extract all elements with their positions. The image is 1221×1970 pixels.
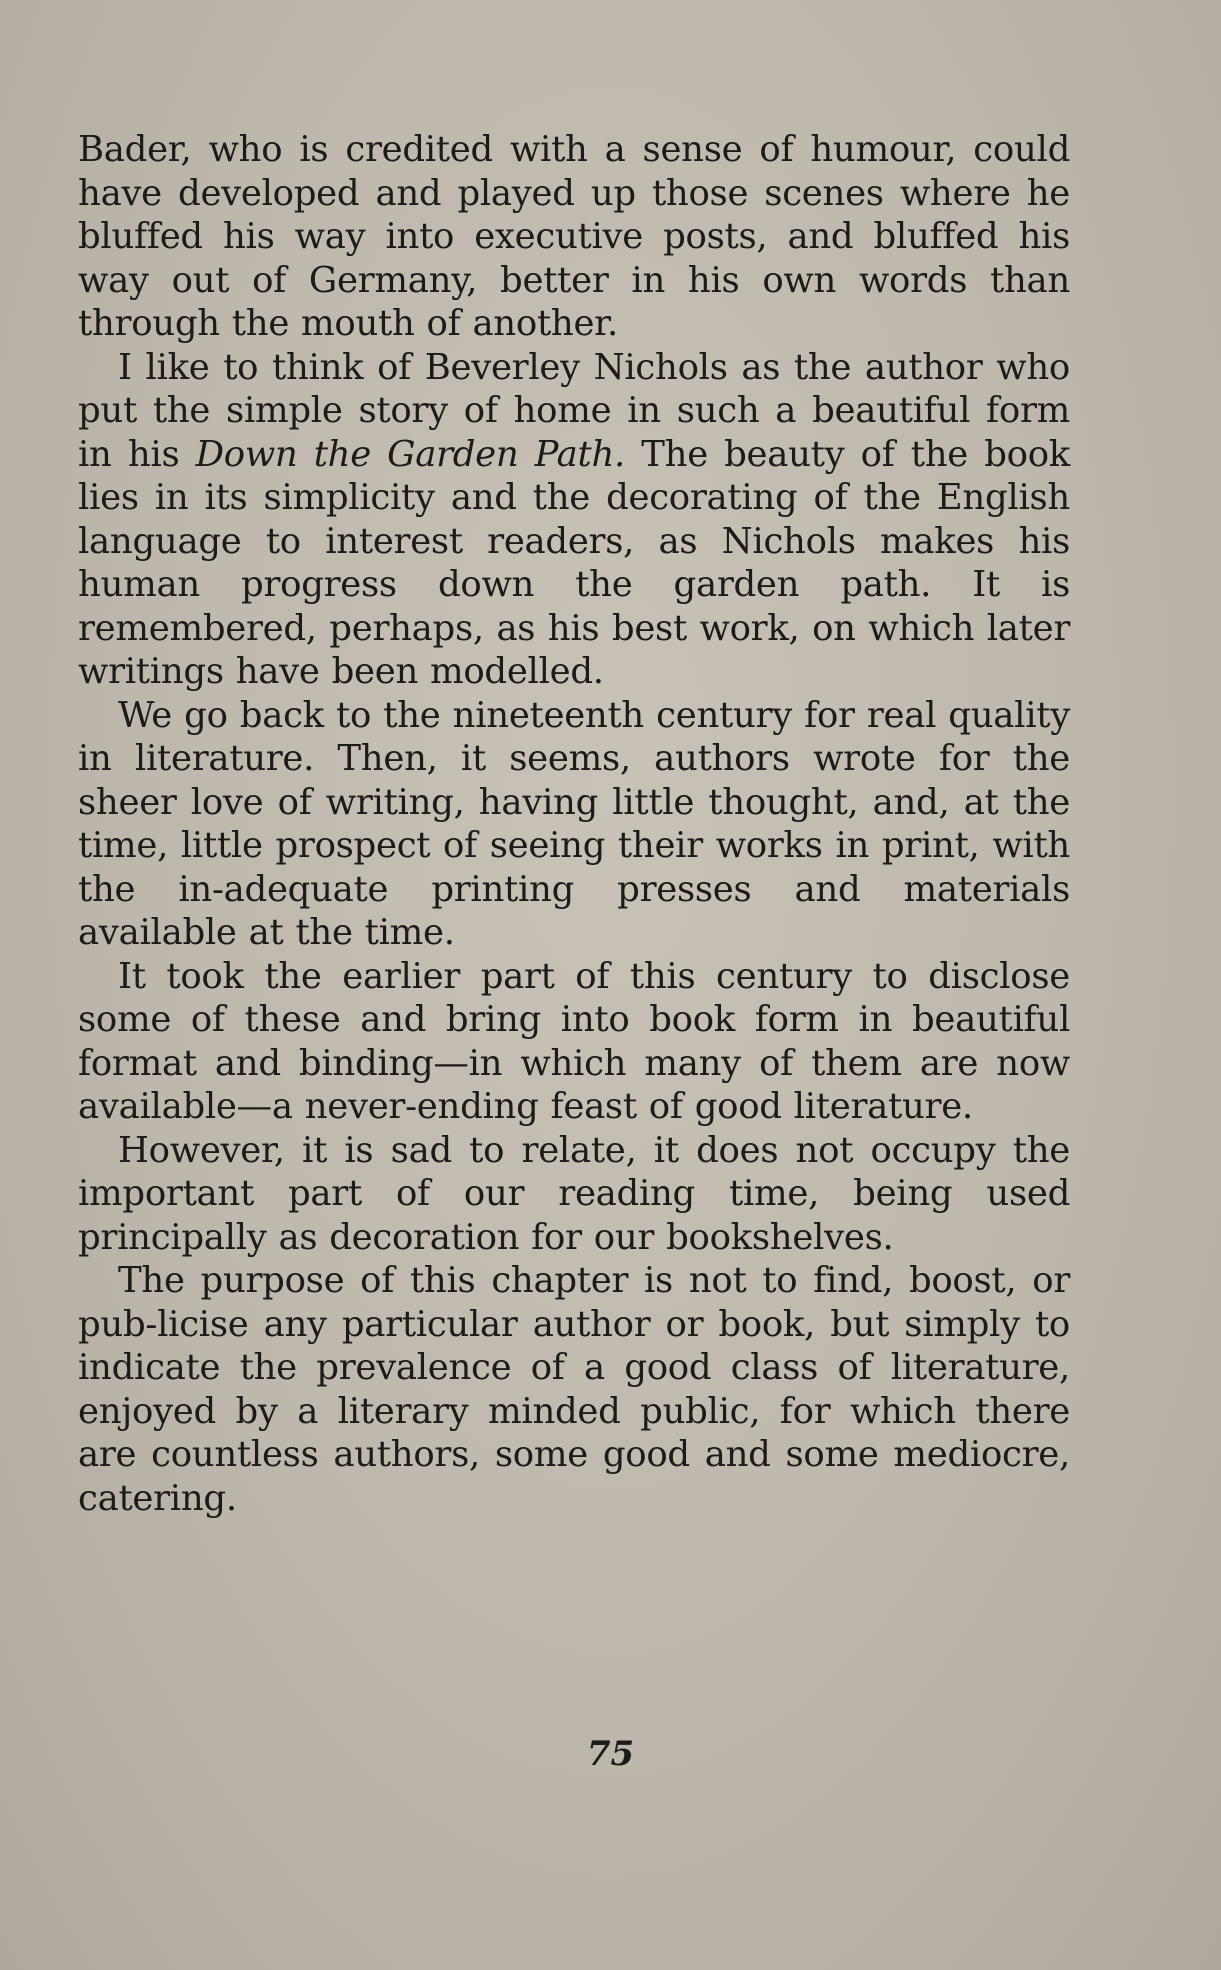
paragraph-text: It took the earlier part of this century to disclose some of these and bring into book form in beautiful format and binding—in which many of them are now available—a never-ending feast of good literature. [78, 955, 1070, 1127]
paragraph-text: The purpose of this chapter is not to find, boost, or pub-licise any particular author or book, but simply to indicate the prevalence of a good class of literature, enjoyed by a literary minded public, for which there are countless authors, some good and some mediocre, catering. [78, 1260, 1070, 1519]
paragraph-text: However, it is sad to relate, it does not occupy the important part of our reading time, being used principally as decoration for our bookshelves. [78, 1129, 1070, 1258]
paragraph-text: We go back to the nineteenth century for real quality in literature. Then, it seems, authors wrote for the sheer love of writing, having little thought, and, at the time, little prospect of seeing their works in print, with the in-adequate printing presses and materials available at the time. [78, 694, 1070, 953]
page-number: 75 [586, 1734, 635, 1774]
paragraph-text: The beauty of the book lies in its simplicity and the decorating of the English language to interest readers, as Nichols makes his human progress down the garden path. It is remembered, perhaps, as his best work, on which later writings have been modelled. [78, 433, 1070, 692]
paragraph-1 [78, 128, 1070, 346]
paragraph-text: I like to think of Beverley Nichols as the author who put the simple story of home in such a beautiful form in his [78, 346, 1070, 475]
paragraph-text: Bader, who is credited with a sense of humour, could have developed and played up those scenes where he bluffed his way into executive posts, and bluffed his way out of Germany, better in his own words than through the mouth of another. [78, 129, 1070, 344]
paragraph-3 [78, 694, 1070, 955]
paragraph-4 [78, 955, 1070, 1129]
page-body [78, 128, 1070, 1520]
paragraph-6 [78, 1259, 1070, 1520]
paragraph-5 [78, 1129, 1070, 1260]
book-title: Down the Garden Path. [195, 433, 626, 475]
paragraph-2 [78, 346, 1070, 694]
